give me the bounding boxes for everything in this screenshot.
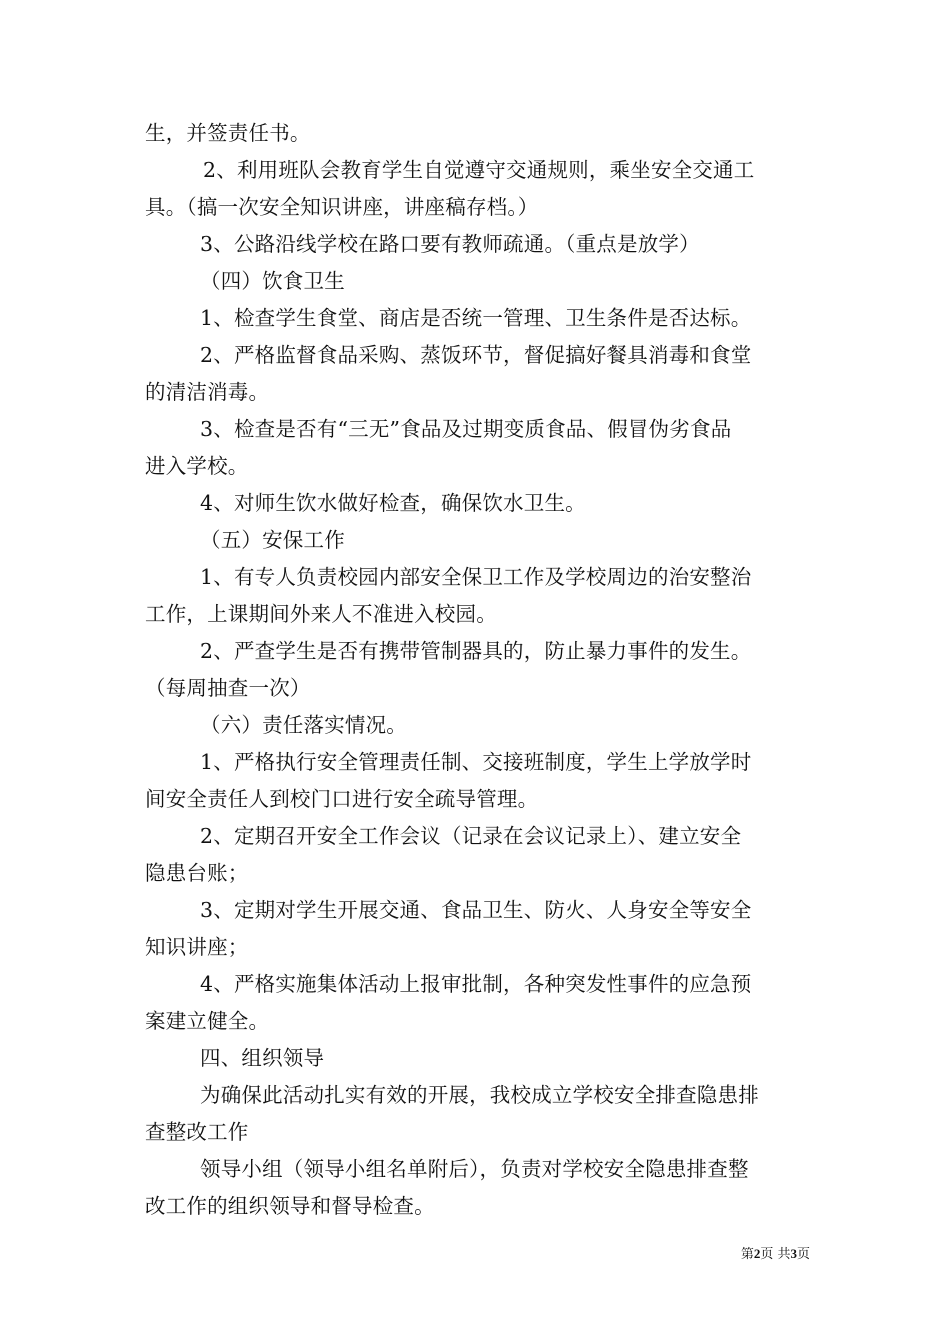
page-number-footer [700, 1246, 810, 1263]
text-line: 具。（搞一次安全知识讲座，讲座稿存档。） [145, 195, 539, 219]
text-line: 案建立健全。 [145, 1009, 270, 1033]
text-line: 2、严格监督食品采购、蒸饭环节，督促搞好餐具消毒和食堂 [200, 343, 752, 367]
text-line: 2、严查学生是否有携带管制器具的，防止暴力事件的发生。 [200, 639, 752, 663]
text-line: 1、严格执行安全管理责任制、交接班制度，学生上学放学时 [200, 750, 752, 774]
footer-middle: 页 共 [760, 1247, 791, 1262]
text-line: 间安全责任人到校门口进行安全疏导管理。 [145, 787, 539, 811]
section-heading: （五）安保工作 [200, 528, 345, 552]
text-line: 2、定期召开安全工作会议（记录在会议记录上）、建立安全 [200, 824, 742, 848]
text-line: 4、对师生饮水做好检查，确保饮水卫生。 [200, 491, 586, 515]
text-line: 1、检查学生食堂、商店是否统一管理、卫生条件是否达标。 [200, 306, 752, 330]
text-line: 3、检查是否有“三无”食品及过期变质食品、假冒伪劣食品 [200, 417, 732, 441]
total-pages-number: 3 [790, 1246, 797, 1261]
text-line: 隐患台账； [145, 861, 249, 885]
text-line: 3、定期对学生开展交通、食品卫生、防火、人身安全等安全 [200, 898, 752, 922]
text-line: 的清洁消毒。 [145, 380, 270, 404]
text-line: 3、公路沿线学校在路口要有教师疏通。（重点是放学） [200, 232, 700, 256]
text-line: 1、有专人负责校园内部安全保卫工作及学校周边的治安整治 [200, 565, 752, 589]
text-line: 查整改工作 [145, 1120, 249, 1144]
section-heading: （六）责任落实情况。 [200, 713, 407, 737]
text-line: 进入学校。 [145, 454, 249, 478]
text-line: （每周抽查一次） [145, 676, 311, 700]
text-line: 知识讲座； [145, 935, 249, 959]
section-heading: （四）饮食卫生 [200, 269, 345, 293]
text-line: 改工作的组织领导和督导检查。 [145, 1194, 435, 1218]
text-line: 2、利用班队会教育学生自觉遵守交通规则，乘坐安全交通工 [203, 158, 755, 182]
text-line: 4、严格实施集体活动上报审批制，各种突发性事件的应急预 [200, 972, 752, 996]
footer-suffix: 页 [796, 1247, 810, 1262]
text-line: 为确保此活动扎实有效的开展，我校成立学校安全排查隐患排 [200, 1083, 759, 1107]
text-line: 生，并签责任书。 [145, 121, 311, 145]
text-line: 工作，上课期间外来人不准进入校园。 [145, 602, 497, 626]
current-page-number: 2 [753, 1246, 761, 1261]
text-line: 领导小组（领导小组名单附后），负责对学校安全隐患排查整 [200, 1157, 749, 1181]
footer-prefix: 第 [740, 1247, 754, 1262]
section-heading: 四、组织领导 [200, 1046, 325, 1070]
